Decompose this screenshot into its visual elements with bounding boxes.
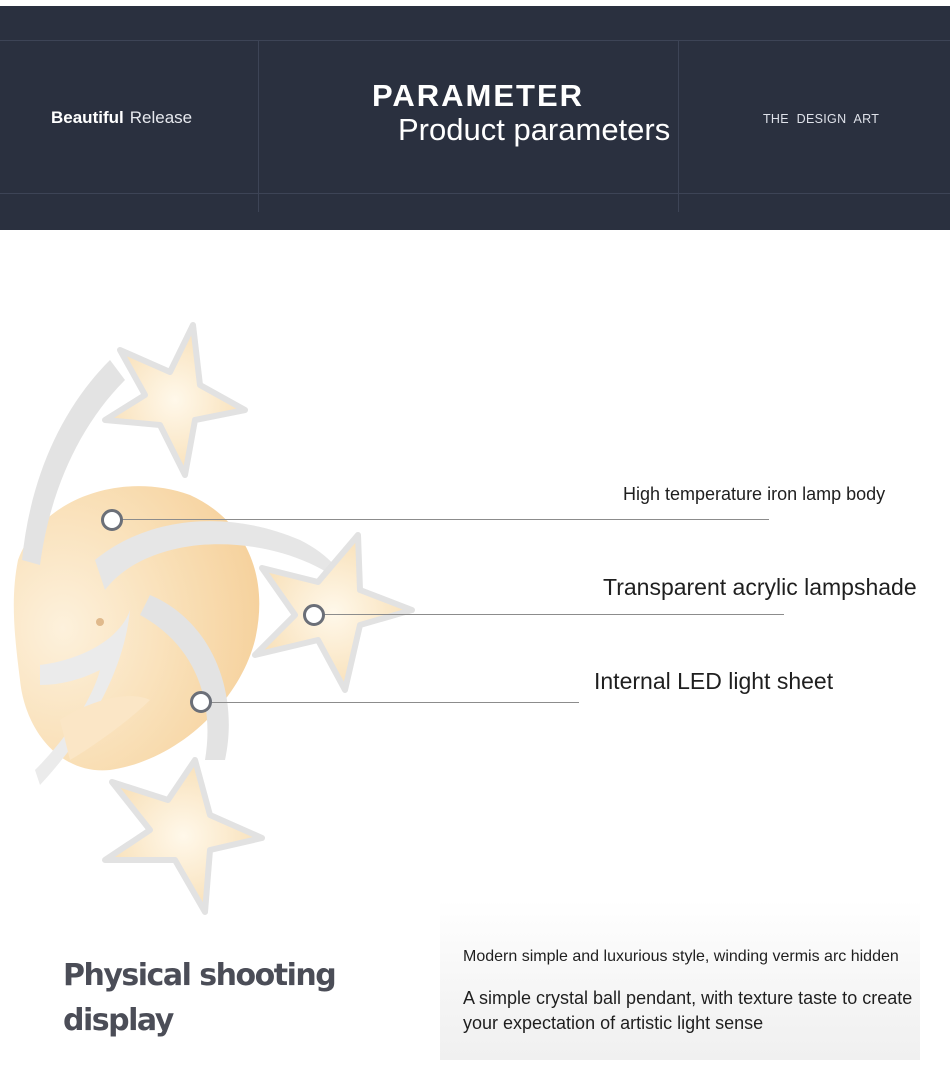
star-bottom (105, 760, 262, 912)
left-tag-bold: Beautiful (51, 108, 124, 127)
banner-right-tag: THE DESIGN ART (763, 112, 880, 126)
banner-divider-bottom (0, 193, 950, 194)
header-banner (0, 0, 950, 230)
star-top (105, 325, 245, 475)
star-middle (255, 535, 412, 690)
description-line-3: your expectation of artistic light sense (463, 1013, 764, 1033)
footer-ghost-backdrop (440, 900, 920, 1060)
callout-label-1: High temperature iron lamp body (623, 484, 886, 504)
callout-dot-3 (190, 691, 212, 713)
physical-shooting-heading-line2: display (63, 1003, 173, 1038)
banner-divider-top (0, 40, 950, 41)
page-subtitle: Product parameters (398, 112, 671, 147)
callout-label-3: Internal LED light sheet (594, 668, 834, 694)
callout-line-2 (314, 614, 784, 615)
callout-line-1 (112, 519, 769, 520)
left-tag-regular: Release (129, 108, 193, 127)
description-line-2: A simple crystal ball pendant, with texture taste to create (463, 988, 913, 1008)
banner-divider-right (678, 40, 679, 212)
page-title: PARAMETER (372, 78, 585, 113)
banner-left-tag (51, 108, 192, 128)
callout-label-2: Transparent acrylic lampshade (603, 574, 917, 600)
callout-line-3 (201, 702, 579, 703)
physical-shooting-heading-line1: Physical shooting (63, 958, 336, 993)
banner-divider-left (258, 40, 259, 212)
lamp-illustration (0, 300, 470, 940)
lamp-center-screw (96, 618, 104, 626)
callout-dot-2 (303, 604, 325, 626)
description-line-1: Modern simple and luxurious style, winding vermis arc hidden (463, 948, 899, 965)
callout-dot-1 (101, 509, 123, 531)
